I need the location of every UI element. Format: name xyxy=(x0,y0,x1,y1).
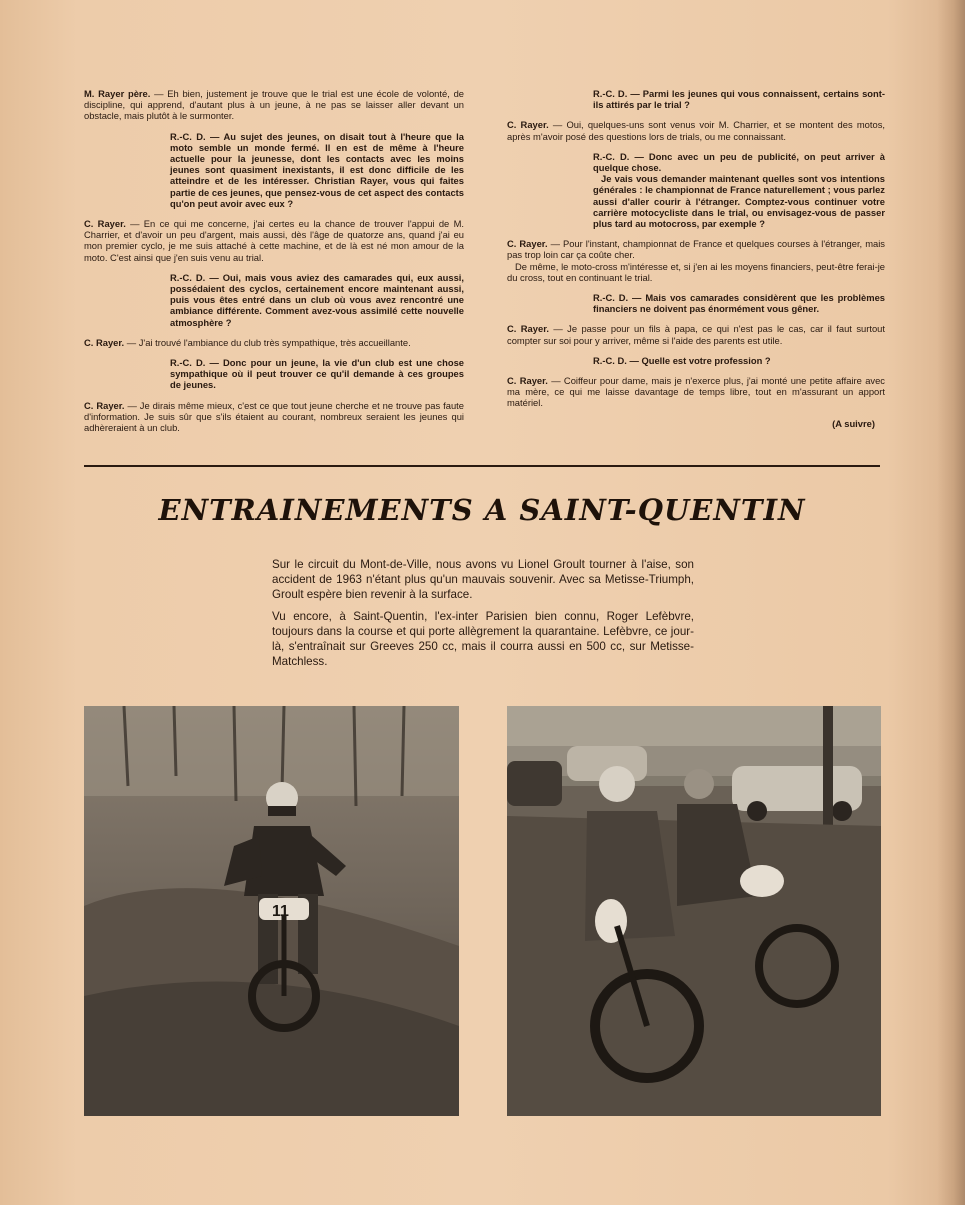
plate-number: 11 xyxy=(272,903,289,920)
intro-paragraph: Vu encore, à Saint-Quentin, l'ex-inter Parisien bien connu, Roger Lefèbvre, toujours dans la course et qui porte allègrement la quarantaine. Lefèbvre, ce jour-là, s'entraînait sur Greeves 250 cc, mais il courra aussi en 500 cc, sur Metisse-Matchless. xyxy=(272,609,694,669)
article-headline: ENTRAINEMENTS A SAINT-QUENTIN xyxy=(158,493,806,527)
article-intro xyxy=(272,557,694,675)
paragraph-text: — Quelle est votre profession ? xyxy=(626,354,771,366)
speaker-name: C. Rayer. xyxy=(507,375,548,387)
interview-paragraph xyxy=(507,375,885,409)
speaker-name: R.-C. D. xyxy=(170,357,206,369)
paragraph-text: — Oui, quelques-uns sont venus voir M. Charrier, et se montent des motos, après m'avoir posé des questions lors de trials, ou me connaissant. xyxy=(507,119,885,142)
paragraph-text: — Parmi les jeunes qui vous connaissent, certains sont-ils attirés par le trial ? xyxy=(593,88,885,111)
photo-illustration xyxy=(507,706,881,1116)
interview-paragraph xyxy=(507,238,885,283)
interview-question xyxy=(507,88,885,110)
paragraph-text: — Coiffeur pour dame, mais je n'exerce plus, j'ai monté une petite affaire avec ma mère, ce qui me laisse davantage de temps libre, tout en m'assurant un apport matériel. xyxy=(507,375,885,409)
interview-question xyxy=(84,131,464,209)
speaker-name: C. Rayer. xyxy=(84,336,125,348)
paragraph-text: — Eh bien, justement je trouve que le trial est une école de volonté, de discipline, qui apprend, d'autant plus à un jeune, à ne pas se laisser aller devant un obstacle, mais plutôt à le surmonter. xyxy=(84,88,464,122)
speaker-name: C. Rayer. xyxy=(507,238,548,250)
speaker-name: M. Rayer père. xyxy=(84,88,151,99)
speaker-name: R.-C. D. xyxy=(593,88,628,99)
interview-paragraph xyxy=(84,218,464,263)
interview-question xyxy=(507,292,885,314)
speaker-name: R.-C. D. xyxy=(593,150,630,162)
speaker-name: C. Rayer. xyxy=(507,119,549,131)
paragraph-text: — Donc avec un peu de publicité, on peut arriver à quelque chose. xyxy=(593,150,885,174)
interview-paragraph xyxy=(84,88,464,122)
speaker-name: C. Rayer. xyxy=(507,323,549,335)
photo-two-riders xyxy=(507,706,881,1116)
paragraph-continuation: De même, le moto-cross m'intéresse et, si j'en ai les moyens financiers, peut-être ferai-je du cross, tout en continuant le trial. xyxy=(507,260,885,283)
paragraph-text: — Au sujet des jeunes, on disait tout à l'heure que la moto semble un monde fermé. Il en est de même à l'heure actuelle pour la jeunesse, dont les contacts avec les moins jeunes sont quasiment inexistants, il est donc difficile de les atteindre et de les intéresser. Christian Rayer, vous qui faites partie de ces jeunes, que pensez-vous de cet aspect des contacts qu'on peut avoir avec eux ? xyxy=(170,130,464,209)
interview-right-column xyxy=(507,88,885,429)
speaker-name: R.-C. D. xyxy=(170,130,206,142)
interview-paragraph xyxy=(507,323,885,345)
interview-paragraph xyxy=(84,400,464,434)
speaker-name: R.-C. D. xyxy=(593,292,629,304)
interview-question xyxy=(507,151,885,229)
paragraph-text: — Pour l'instant, championnat de France et quelques courses à l'étranger, mais pas trop loin car ça coûte cher. xyxy=(507,238,885,261)
page-edge-shadow xyxy=(937,0,965,1205)
paragraph-text: — En ce qui me concerne, j'ai certes eu la chance de trouver l'appui de M. Charrier, et d'avoir un peu d'argent, mais aussi, dès l'âge de quatorze ans, quand j'ai eu mon premier cyclo, je me suis attaché à cette machine, et de là est né mon amour de la moto. C'est ainsi que j'en suis venu au trial. xyxy=(84,218,464,263)
paragraph-continuation: Je vais vous demander maintenant quelles sont vos intentions générales : le championnat de France naturellement ; vous parlez aussi d'aller courir à l'étranger. Comptez-vous continuer votre carrière motocycliste dans le trial, ou envisagez-vous de passer plus tard au motocross, par exemple ? xyxy=(593,173,885,230)
photo-rider-number-11 xyxy=(84,706,459,1116)
paragraph-text: — Oui, mais vous aviez des camarades qui, eux aussi, possédaient des cyclos, certainement encore maintenant aussi, puis vous êtes entré dans un club où vous avez rencontré une ambiance différente. Comment avez-vous assimilé cette nouvelle atmosphère ? xyxy=(170,271,464,328)
intro-paragraph: Sur le circuit du Mont-de-Ville, nous avons vu Lionel Groult tourner à l'aise, son accident de 1963 n'étant plus qu'un mauvais souvenir. Avec sa Metisse-Triumph, Groult espère bien revenir à la surface. xyxy=(272,558,694,602)
to-be-continued: (A suivre) xyxy=(832,417,875,429)
speaker-name: C. Rayer. xyxy=(84,218,126,230)
interview-left-column xyxy=(84,88,464,442)
paragraph-text: — Donc pour un jeune, la vie d'un club est une chose sympathique où il peut trouver ce qu'il demande à ces groupes de jeunes. xyxy=(170,357,464,391)
paragraph-text: — Je dirais même mieux, c'est ce que tout jeune cherche et ne trouve pas faute d'information. Je suis sûr que s'ils étaient au courant, nombreux seraient les jeunes qui adhèreraient à un club. xyxy=(84,399,464,434)
paragraph-text: — Mais vos camarades considèrent que les problèmes financiers ne doivent pas énormément vous gêner. xyxy=(593,292,885,315)
interview-paragraph xyxy=(507,119,885,141)
interview-question xyxy=(84,357,464,391)
paragraph-text: — Je passe pour un fils à papa, ce qui n'est pas le cas, car il faut surtout compter sur soi pour y arriver, même si l'aide des parents est utile. xyxy=(507,323,885,346)
paragraph-text: — J'ai trouvé l'ambiance du club très sympathique, très accueillante. xyxy=(124,336,411,348)
section-divider xyxy=(84,465,880,467)
speaker-name: C. Rayer. xyxy=(84,399,125,411)
interview-paragraph xyxy=(84,337,464,348)
photo-illustration xyxy=(84,706,459,1116)
speaker-name: R.-C. D. xyxy=(170,271,206,283)
interview-question xyxy=(507,355,885,366)
speaker-name: R.-C. D. xyxy=(593,354,627,366)
interview-question xyxy=(84,272,464,328)
